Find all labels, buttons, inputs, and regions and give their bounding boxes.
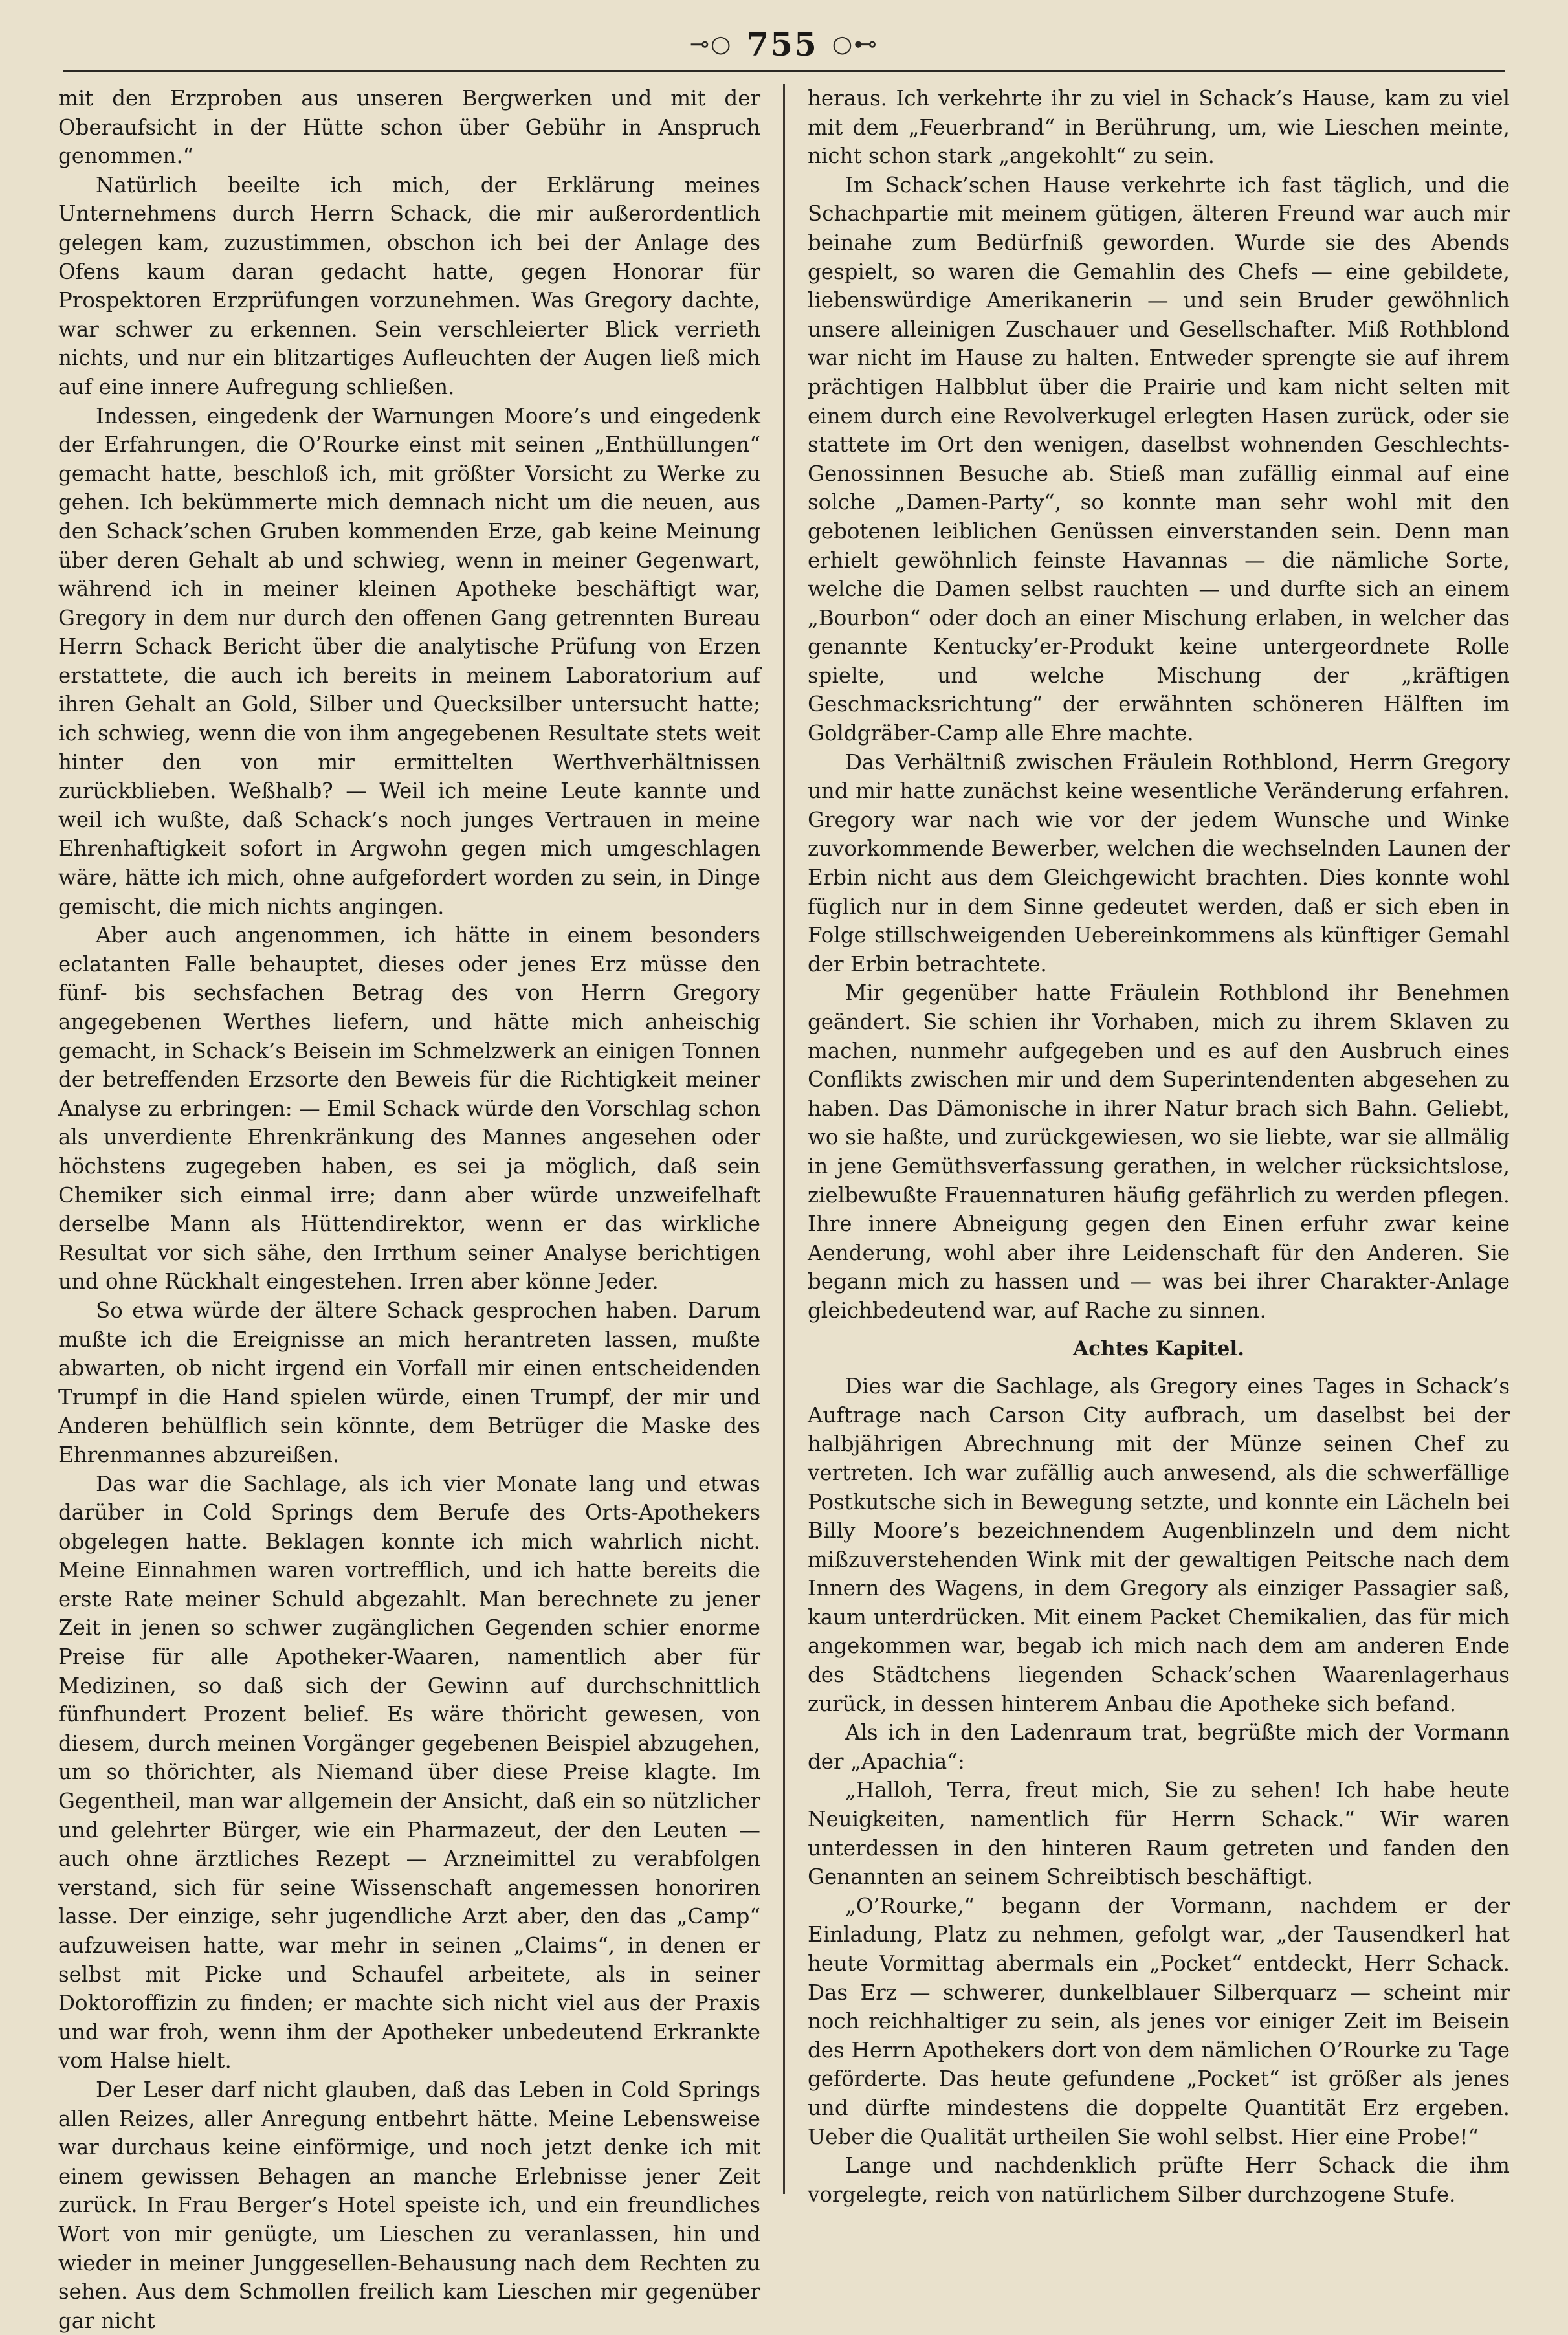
column-divider — [783, 84, 785, 2194]
chapter-heading: Achtes Kapitel. — [1073, 1336, 1244, 1360]
header-rule — [63, 70, 1505, 72]
right-column — [808, 84, 1510, 2207]
paragraph: heraus. Ich verkehrte ihr zu viel in Schack’s Hause, kam zu viel mit dem „Feuerbrand“ in Berührung, um, wie Lieschen meinte, nicht schon stark „angekohlt“ zu sein. — [808, 86, 1510, 169]
left-column — [58, 84, 760, 2333]
paragraph: So etwa würde der ältere Schack gesprochen haben. Darum mußte ich die Ereignisse an mich herantreten lassen, mußte abwarten, ob nicht irgend ein Vorfall mir einen entscheidenden Trumpf in die Hand spielen würde, einen Trumpf, der mir und Anderen behülflich sein könnte, dem Betrüger die Maske des Ehrenmannes abzureißen. — [58, 1298, 760, 1467]
paragraph: Lange und nachdenklich prüfte Herr Schack die ihm vorgelegte, reich von natürlichem Silber durchzogene Stufe. — [808, 2153, 1510, 2207]
paragraph: Im Schack’schen Hause verkehrte ich fast täglich, und die Schachpartie mit meinem gütigen, älteren Freund war auch mir beinahe zum Bedürfniß geworden. Wurde sie des Abends gespielt, so waren die Gemahlin des Chefs — eine gebildete, liebenswürdige Amerikanerin — und sein Bruder gewöhnlich unsere alleinigen Zuschauer und Gesellschafter. Miß Rothblond war nicht im Hause zu halten. Entweder sprengte sie auf ihrem prächtigen Halbblut über die Prairie und kam nicht selten mit einem durch eine Revolverkugel erlegten Hasen zurück, oder sie stattete im Ort den wenigen, daselbst wohnenden Geschlechts-Genossinnen Besuche ab. Stieß man zufällig einmal auf eine solche „Damen-Party“, so konnte man sehr wohl mit den gebotenen leiblichen Genüssen einverstanden sein. Denn man erhielt gewöhnlich feinste Havannas — die nämliche Sorte, welche die Damen selbst rauchten — und durfte sich an einem „Bourbon“ oder doch an einer Mischung erlaben, in welcher das genannte Kentucky’er-Produkt keine untergeordnete Rolle spielte, und welche Mischung der „kräftigen Geschmacksrichtung“ der erwähnten schöneren Hälften im Goldgräber-Camp alle Ehre machte. — [808, 172, 1510, 746]
paragraph: Mir gegenüber hatte Fräulein Rothblond ihr Benehmen geändert. Sie schien ihr Vorhaben, mich zu ihrem Sklaven zu machen, nunmehr aufgegeben und es auf den Ausbruch eines Conflikts zwischen mir und dem Superintendenten abgesehen zu haben. Das Dämonische in ihrer Natur brach sich Bahn. Geliebt, wo sie haßte, und zurückgewiesen, wo sie liebte, war sie allmälig in jene Gemüthsverfassung gerathen, in welcher rücksichtslose, zielbewußte Frauennaturen häufig gefährlich zu werden pflegen. Ihre innere Abneigung gegen den Einen erfuhr zwar keine Aenderung, wohl aber ihre Leidenschaft für den Anderen. Sie begann mich zu hassen und — was bei ihrer Charakter-Anlage gleichbedeutend war, auf Rache zu sinnen. — [808, 980, 1510, 1323]
page-header — [58, 18, 1510, 70]
paragraph: Indessen, eingedenk der Warnungen Moore’s und eingedenk der Erfahrungen, die O’Rourke einst mit seinen „Enthüllungen“ gemacht hatte, beschloß ich, mit größter Vorsicht zu Werke zu gehen. Ich bekümmerte mich demnach nicht um die neuen, aus den Schack’schen Gruben kommenden Erze, gab keine Meinung über deren Gehalt ab und schwieg, wenn in meiner Gegenwart, während ich in meiner kleinen Apotheke beschäftigt war, Gregory in dem nur durch den offenen Gang getrennten Bureau Herrn Schack Bericht über die analytische Prüfung von Erzen erstattete, die auch ich bereits in meinem Laboratorium auf ihren Gehalt an Gold, Silber und Quecksilber untersucht hatte; ich schwieg, wenn die von ihm angegebenen Resultate stets weit hinter den von mir ermittelten Werthverhältnissen zurückblieben. Weßhalb? — Weil ich meine Leute kannte und weil ich wußte, daß Schack’s noch junges Vertrauen in meine Ehrenhaftigkeit sofort in Argwohn gegen mich umgeschlagen wäre, hätte ich mich, ohne aufgefordert worden zu sein, in Dinge gemischt, die mich nichts angingen. — [58, 403, 760, 919]
paragraph: Aber auch angenommen, ich hätte in einem besonders eclatanten Falle behauptet, dieses oder jenes Erz müsse den fünf- bis sechsfachen Betrag des von Herrn Gregory angegebenen Werthes liefern, und hätte mich anheischig gemacht, in Schack’s Beisein im Schmelzwerk an einigen Tonnen der betreffenden Erzsorte den Beweis für die Richtigkeit meiner Analyse zu erbringen: — Emil Schack würde den Vorschlag schon als unverdiente Ehrenkränkung des Mannes angesehen oder höchstens zugegeben haben, es sei ja möglich, daß sein Chemiker sich einmal irre; dann aber würde unzweifelhaft derselbe Mann als Hüttendirektor, wenn er das wirkliche Resultat vor sich sähe, den Irrthum seiner Analyse berichtigen und ohne Rückhalt eingestehen. Irren aber könne Jeder. — [58, 923, 760, 1294]
paragraph: Dies war die Sachlage, als Gregory eines Tages in Schack’s Auftrage nach Carson City aufbrach, um daselbst bei der halbjährigen Abrechnung mit der Münze seinen Chef zu vertreten. Ich war zufällig auch anwesend, als die schwerfällige Postkutsche sich in Bewegung setzte, und konnte ein Lächeln bei Billy Moore’s bezeichnendem Augenblinzeln und dem nicht mißzuverstehenden Wink mit der gewaltigen Peitsche nach dem Innern des Wagens, in dem Gregory als einziger Passagier saß, kaum unterdrücken. Mit einem Packet Chemikalien, das für mich angekommen war, begab ich mich nach dem am anderen Ende des Städtchens liegenden Schack’schen Waarenlagerhaus zurück, in dessen hinterem Anbau die Apotheke sich befand. — [808, 1374, 1510, 1716]
paragraph: Der Leser darf nicht glauben, daß das Leben in Cold Springs allen Reizes, aller Anregung entbehrt hätte. Meine Lebensweise war durchaus keine einförmige, und noch jetzt denke ich mit einem gewissen Behagen an manche Erlebnisse jener Zeit zurück. In Frau Berger’s Hotel speiste ich, und ein freundliches Wort von mir genügte, um Lieschen zu veranlassen, hin und wieder in meiner Junggesellen-Behausung nach dem Rechten zu sehen. Aus dem Schmollen freilich kam Lieschen mir gegenüber gar nicht — [58, 2077, 760, 2333]
ornament-left: ⊸○ — [689, 30, 733, 58]
paragraph: Das Verhältniß zwischen Fräulein Rothblond, Herrn Gregory und mir hatte zunächst keine wesentliche Veränderung erfahren. Gregory war nach wie vor der jedem Wunsche und Winke zuvorkommende Bewerber, welchen die wechselnden Launen der Erbin nicht aus dem Gleichgewicht brachten. Dies konnte wohl füglich nur in dem Sinne gedeutet werden, daß er sich eben in Folge stillschweigenden Uebereinkommens als künftiger Gemahl der Erbin betrachtete. — [808, 749, 1510, 977]
paragraph: Natürlich beeilte ich mich, der Erklärung meines Unternehmens durch Herrn Schack, die mir außerordentlich gelegen kam, zuzustimmen, obschon ich bei der Anlage des Ofens kaum daran gedacht hatte, gegen Honorar für Prospektoren Erzprüfungen vorzunehmen. Was Gregory dachte, war schwer zu erkennen. Sein verschleierter Blick verrieth nichts, und nur ein blitzartiges Aufleuchten der Augen ließ mich auf eine innere Aufregung schließen. — [58, 172, 760, 399]
paragraph: Als ich in den Ladenraum trat, begrüßte mich der Vormann der „Apachia“: — [808, 1720, 1510, 1774]
paragraph: „O’Rourke,“ begann der Vormann, nachdem er der Einladung, Platz zu nehmen, gefolgt war, „der Tausendkerl hat heute Vormittag abermals ein „Pocket“ entdeckt, Herr Schack. Das Erz — schwerer, dunkelblauer Silberquarz — scheint mir noch reichhaltiger zu sein, als jenes vor einiger Zeit im Beisein des Herrn Apothekers dort von dem nämlichen O’Rourke zu Tage geförderte. Das heute gefundene „Pocket“ ist größer als jenes und dürfte mindestens die doppelte Quantität Erz ergeben. Ueber die Qualität urtheilen Sie wohl selbst. Hier eine Probe!“ — [808, 1893, 1510, 2149]
paragraph: Das war die Sachlage, als ich vier Monate lang und etwas darüber in Cold Springs dem Berufe des Orts-Apothekers obgelegen hatte. Beklagen konnte ich mich wahrlich nicht. Meine Einnahmen waren vortrefflich, und ich hatte bereits die erste Rate meiner Schuld abgezahlt. Man berechnete zu jener Zeit in jenen so schwer zugänglichen Gegenden schier enorme Preise für alle Apotheker-Waaren, namentlich aber für Medizinen, so daß sich der Gewinn auf durchschnittlich fünfhundert Prozent belief. Es wäre thöricht gewesen, von diesem, durch meinen Vorgänger gegebenen Beispiel abzugehen, um so thörichter, als Niemand über diese Preise klagte. Im Gegentheil, man war allgemein der Ansicht, daß ein so nützlicher und gelehrter Bürger, wie ein Pharmazeut, der den Leuten — auch ohne ärztliches Rezept — Arzneimittel zu verabfolgen verstand, sich für seine Wissenschaft angemessen honoriren lasse. Der einzige, sehr jugendliche Arzt aber, den das „Camp“ aufzuweisen hatte, war mehr in seinen „Claims“, in denen er selbst mit Picke und Schaufel arbeitete, als in seiner Doktoroffizin zu finden; er machte sich nicht viel aus der Praxis und war froh, wenn ihm der Apotheker unbedeutend Erkrankte vom Halse hielt. — [58, 1471, 760, 2074]
text-columns — [58, 84, 1510, 2333]
paragraph: „Halloh, Terra, freut mich, Sie zu sehen! Ich habe heute Neuigkeiten, namentlich für Herrn Schack.“ Wir waren unterdessen in den hinteren Raum getreten und fanden den Genannten an seinem Schreibtisch beschäftigt. — [808, 1778, 1510, 1890]
paragraph: mit den Erzproben aus unseren Bergwerken und mit der Oberaufsicht in der Hütte schon über Gebühr in Anspruch genommen.“ — [58, 86, 760, 169]
page-number: 755 — [746, 25, 818, 63]
ornament-right: ○⊷ — [832, 30, 879, 58]
